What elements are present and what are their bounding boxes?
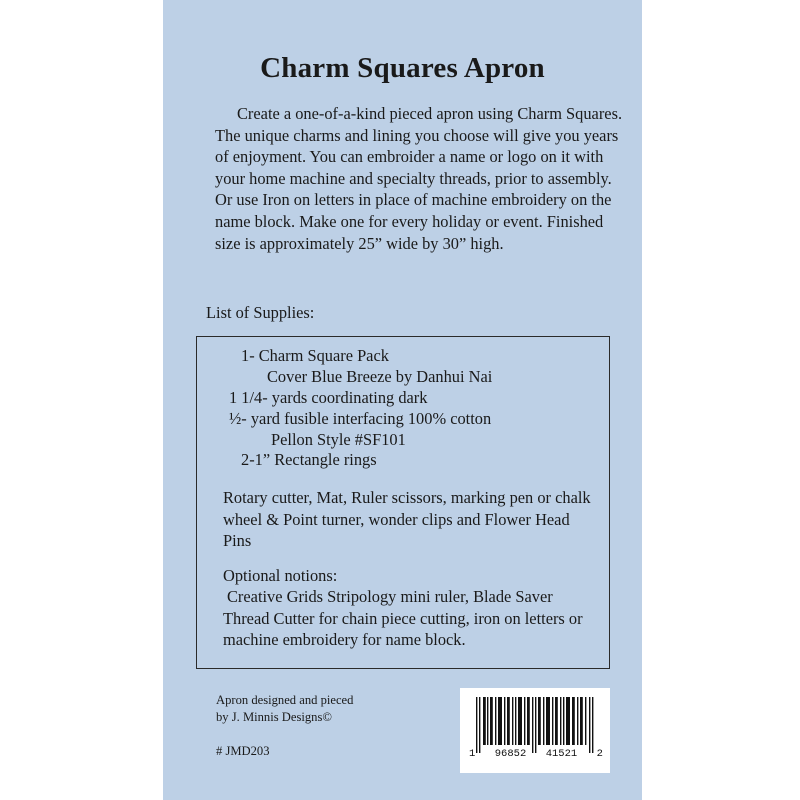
barcode-digit-first: 1	[469, 748, 476, 760]
supply-item-charm-pack: 1- Charm Square Pack	[241, 346, 389, 365]
barcode-digits	[469, 748, 603, 760]
supplies-box	[196, 336, 610, 669]
barcode-digit-last: 2	[596, 748, 603, 760]
pattern-back-cover	[163, 0, 642, 800]
barcode-digits-right: 41521	[545, 748, 578, 760]
intro-paragraph	[215, 103, 630, 254]
barcode-digits-left: 96852	[494, 748, 527, 760]
supplies-heading: List of Supplies:	[206, 303, 315, 322]
credit-line-2: by J. Minnis Designs©	[216, 710, 332, 724]
optional-heading: Optional notions:	[223, 566, 338, 585]
supply-item-interfacing: ½- yard fusible interfacing 100% cotton	[229, 409, 492, 428]
supply-item-rings: 2-1” Rectangle rings	[241, 450, 377, 469]
intro-text: Create a one-of-a-kind pieced apron using Charm Squares. The unique charms and lining you choose will give you years of enjoyment. You can embroider a name or logo on it with your home machine and specialty threads, prior to assembly. Or use Iron on letters in place of machine embroidery on the name block. Make one for every holiday or event. Finished size is approximately 25” wide by 30” high.	[215, 104, 623, 253]
tools-paragraph: Rotary cutter, Mat, Ruler scissors, marking pen or chalk wheel & Point turner, wonder clips and Flower Head Pins	[223, 488, 591, 551]
supply-item-charm-pack-detail: Cover Blue Breeze by Danhui Nai	[267, 367, 493, 386]
designer-credit	[216, 692, 353, 726]
barcode	[460, 688, 610, 773]
credit-line-1: Apron designed and pieced	[216, 693, 354, 707]
pattern-title: Charm Squares Apron	[260, 52, 545, 84]
supply-item-yardage: 1 1/4- yards coordinating dark	[229, 388, 428, 407]
optional-notions-text: Creative Grids Stripology mini ruler, Blade Saver Thread Cutter for chain piece cutting, iron on letters or machine embroidery for name block.	[223, 587, 583, 650]
catalog-number: # JMD203	[216, 744, 270, 758]
supply-item-interfacing-detail: Pellon Style #SF101	[271, 430, 406, 449]
barcode-bars	[470, 697, 600, 753]
